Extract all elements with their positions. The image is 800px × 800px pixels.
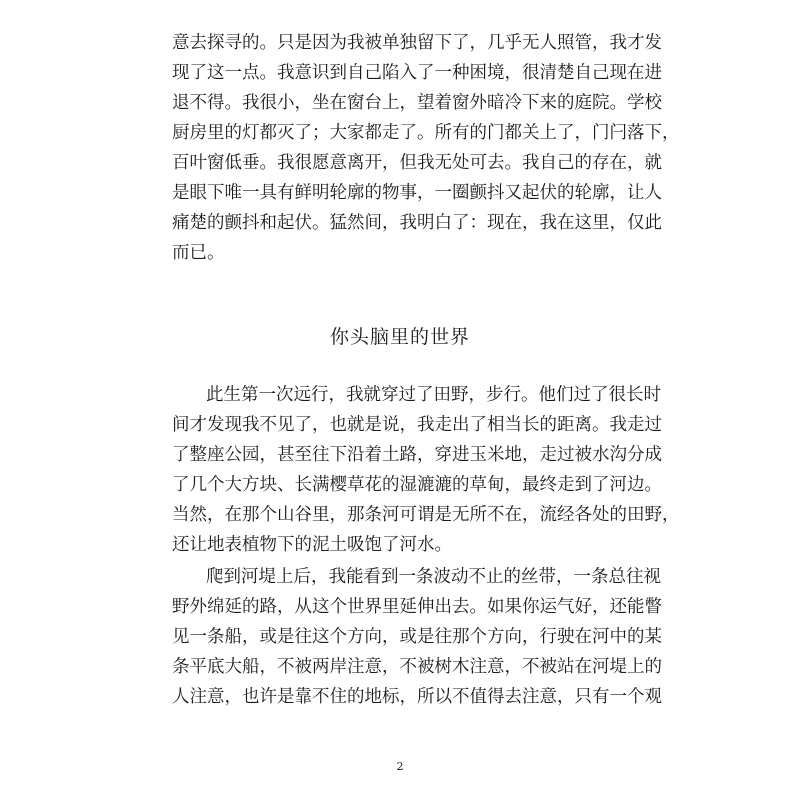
text-line: 条平底大船，不被两岸注意，不被树木注意，不被站在河堤上的 — [172, 657, 662, 677]
text-line: 此生第一次远行，我就穿过了田野，步行。他们过了很长时 — [206, 385, 661, 405]
text-line: 还让地表植物下的泥土吸饱了河水。 — [172, 535, 452, 555]
text-line: 意去探寻的。只是因为我被单独留下了，几乎无人照管，我才发 — [172, 33, 662, 53]
text-line: 厨房里的灯都灭了；大家都走了。所有的门都关上了，门闩落下， — [172, 123, 680, 143]
text-line: 野外绵延的路，从这个世界里延伸出去。如果你运气好，还能瞥 — [172, 597, 662, 617]
text-line: 间才发现我不见了，也就是说，我走出了相当长的距离。我走过 — [172, 415, 662, 435]
text-line: 见一条船，或是往这个方向，或是往那个方向，行驶在河中的某 — [172, 627, 662, 647]
text-line: 了整座公园，甚至往下沿着土路，穿进玉米地，走过被水沟分成 — [172, 445, 662, 465]
section-title: 你头脑里的世界 — [329, 326, 470, 348]
text-line: 百叶窗低垂。我很愿意离开，但我无处可去。我自己的存在，就 — [172, 153, 662, 173]
text-line: 人注意，也许是靠不住的地标，所以不值得去注意，只有一个观 — [172, 687, 662, 707]
text-line: 了几个大方块、长满樱草花的湿漉漉的草甸，最终走到了河边。 — [172, 475, 662, 495]
text-line: 是眼下唯一具有鲜明轮廓的物事，一圈颤抖又起伏的轮廓，让人 — [172, 183, 662, 203]
text-line: 当然，在那个山谷里，那条河可谓是无所不在，流经各处的田野， — [172, 505, 680, 525]
text-line: 痛楚的颤抖和起伏。猛然间，我明白了：现在，我在这里，仅此 — [172, 213, 662, 233]
text-line: 而已。 — [172, 243, 225, 263]
text-line: 退不得。我很小，坐在窗台上，望着窗外暗冷下来的庭院。学校 — [172, 93, 662, 113]
page-number: 2 — [396, 760, 404, 773]
text-line: 现了这一点。我意识到自己陷入了一种困境，很清楚自己现在进 — [172, 63, 662, 83]
text-line: 爬到河堤上后，我能看到一条波动不止的丝带，一条总往视 — [206, 567, 661, 587]
